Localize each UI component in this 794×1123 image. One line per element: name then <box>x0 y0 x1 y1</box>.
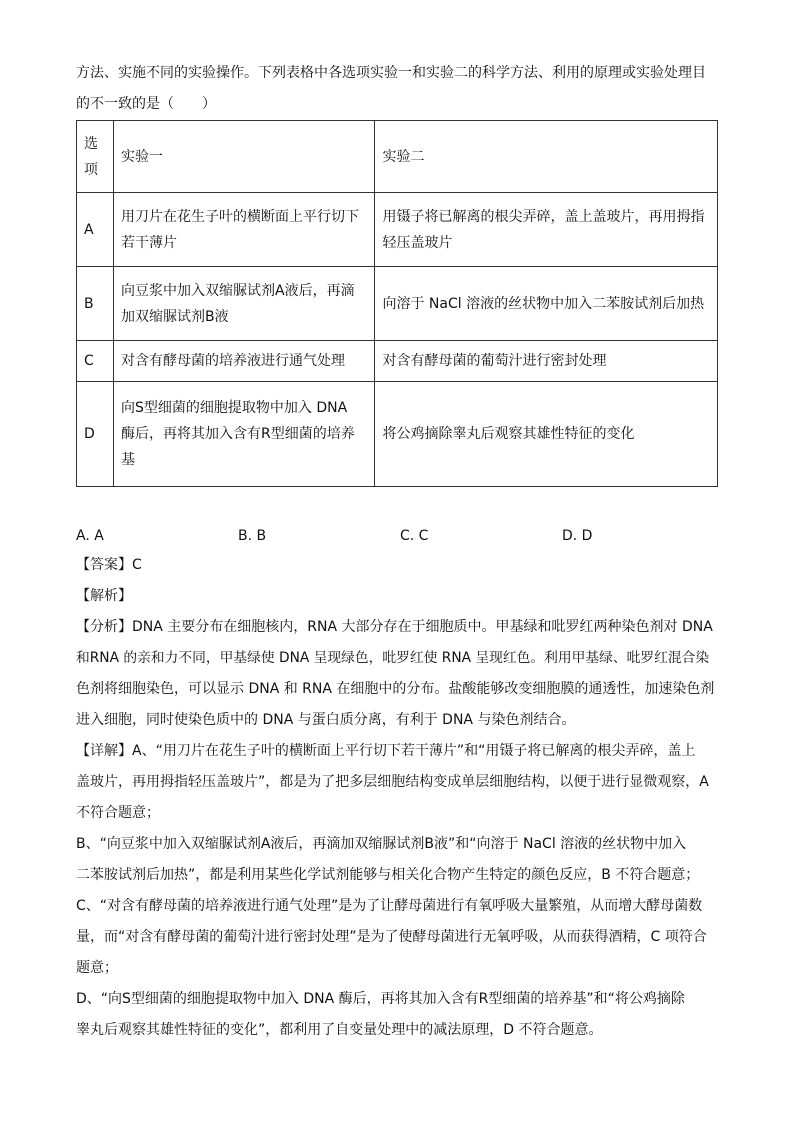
detail-line: 睾丸后观察其雄性特征的变化”，都利用了自变量处理中的减法原理，D 不符合题意。 <box>76 1022 603 1038</box>
cell-line: 对含有酵母菌的葡萄汁进行密封处理 <box>382 353 607 369</box>
cell-line: 对含有酵母菌的培养液进行通气处理 <box>121 353 346 369</box>
question-text-line-2: 的不一致的是（ ） <box>76 96 216 112</box>
choice-a: A. A <box>76 528 104 544</box>
cell-line: 用镊子将已解离的根尖弄碎，盖上盖玻片，再用拇指 <box>382 208 705 225</box>
detail-line: 二苯胺试剂后加热”，都是利用某些化学试剂能够与相关化合物产生特定的颜色反应，B 不符合题意； <box>76 867 700 883</box>
table-row-b <box>77 267 718 341</box>
answer-choices <box>76 525 718 547</box>
cell-line: 向豆浆中加入双缩脲试剂A液后，再滴 <box>121 282 355 299</box>
detail-paragraph <box>76 736 718 1046</box>
exp1-cell <box>114 382 375 487</box>
option-label: D <box>77 382 114 487</box>
option-label: C <box>77 341 114 382</box>
options-table <box>76 120 718 487</box>
choice-b: B. B <box>238 528 267 544</box>
exp1-cell <box>114 341 375 382</box>
table-row-d <box>77 382 718 487</box>
detail-line: D、“向S型细菌的细胞提取物中加入 DNA 酶后，再将其加入含有R型细菌的培养基”和“将公鸡摘除 <box>76 991 685 1007</box>
detail-line: B、“向豆浆中加入双缩脲试剂A液后，再滴加双缩脲试剂B液”和“向溶于 NaCl 溶液的丝状物中加入 <box>76 836 687 852</box>
option-label: A <box>77 193 114 267</box>
answer-line: 【答案】C <box>76 557 142 573</box>
cell-line: 基 <box>121 452 136 468</box>
table-row-a <box>77 193 718 267</box>
exp2-cell <box>375 267 718 341</box>
analysis-line: 和RNA 的亲和力不同，甲基绿使 DNA 呈现绿色，吡罗红使 RNA 呈现红色。利用甲基绿、吡罗红混合染 <box>76 650 710 666</box>
exp2-cell <box>375 382 718 487</box>
detail-line: 量，而“对含有酵母菌的葡萄汁进行密封处理”是为了使酵母菌进行无氧呼吸，从而获得酒精，C 项符合 <box>76 929 707 945</box>
cell-line: 用刀片在花生子叶的横断面上平行切下 <box>121 208 360 225</box>
cell-line: 若干薄片 <box>121 234 178 251</box>
cell-line: 酶后，再将其加入含有R型细菌的培养 <box>121 426 355 442</box>
option-label: B <box>77 267 114 341</box>
cell-line: 加双缩脲试剂B液 <box>121 308 229 325</box>
detail-line: C、“对含有酵母菌的培养液进行通气处理”是为了让酵母菌进行有氧呼吸大量繁殖，从而增大酵母菌数 <box>76 898 703 914</box>
analysis-line: 【分析】DNA 主要分布在细胞核内，RNA 大部分存在于细胞质中。甲基绿和吡罗红两种染色剂对 DNA <box>76 619 713 635</box>
cell-line: 轻压盖玻片 <box>382 234 453 251</box>
detail-line: 盖玻片，再用拇指轻压盖玻片”，都是为了把多层细胞结构变成单层细胞结构，以便于进行显微观察，A <box>76 774 709 790</box>
cell-line: 向溶于 NaCl 溶液的丝状物中加入二苯胺试剂后加热 <box>382 295 705 312</box>
analysis-heading: 【解析】 <box>76 588 132 604</box>
header-option-char-2: 项 <box>84 161 98 178</box>
header-option-cell <box>77 121 114 193</box>
cell-line: 向S型细菌的细胞提取物中加入 DNA <box>121 400 348 416</box>
detail-line: 不符合题意； <box>76 805 160 821</box>
choice-d: D. D <box>562 528 593 544</box>
header-exp1-cell: 实验一 <box>114 121 375 193</box>
header-exp2-cell: 实验二 <box>375 121 718 193</box>
exp1-cell <box>114 193 375 267</box>
exp2-cell <box>375 193 718 267</box>
table-row-c <box>77 341 718 382</box>
detail-line: 题意； <box>76 960 118 976</box>
cell-line: 将公鸡摘除睾丸后观察其雄性特征的变化 <box>382 426 635 442</box>
analysis-line: 色剂将细胞染色，可以显示 DNA 和 RNA 在细胞中的分布。盐酸能够改变细胞膜的通透性，加速染色剂 <box>76 681 715 697</box>
exp2-cell <box>375 341 718 382</box>
question-text-line-1: 方法、实施不同的实验操作。下列表格中各选项实验一和实验二的科学方法、利用的原理或实验处理目 <box>76 65 706 81</box>
detail-line: 【详解】A、“用刀片在花生子叶的横断面上平行切下若干薄片”和“用镊子将已解离的根尖弄碎，盖上 <box>76 743 696 759</box>
choice-c: C. C <box>400 528 429 544</box>
header-option-char-1: 选 <box>84 135 98 152</box>
analysis-line: 进入细胞，同时使染色质中的 DNA 与蛋白质分离，有利于 DNA 与染色剂结合。 <box>76 712 576 728</box>
exp1-cell <box>114 267 375 341</box>
table-header-row <box>77 121 718 193</box>
analysis-paragraph <box>76 612 718 736</box>
